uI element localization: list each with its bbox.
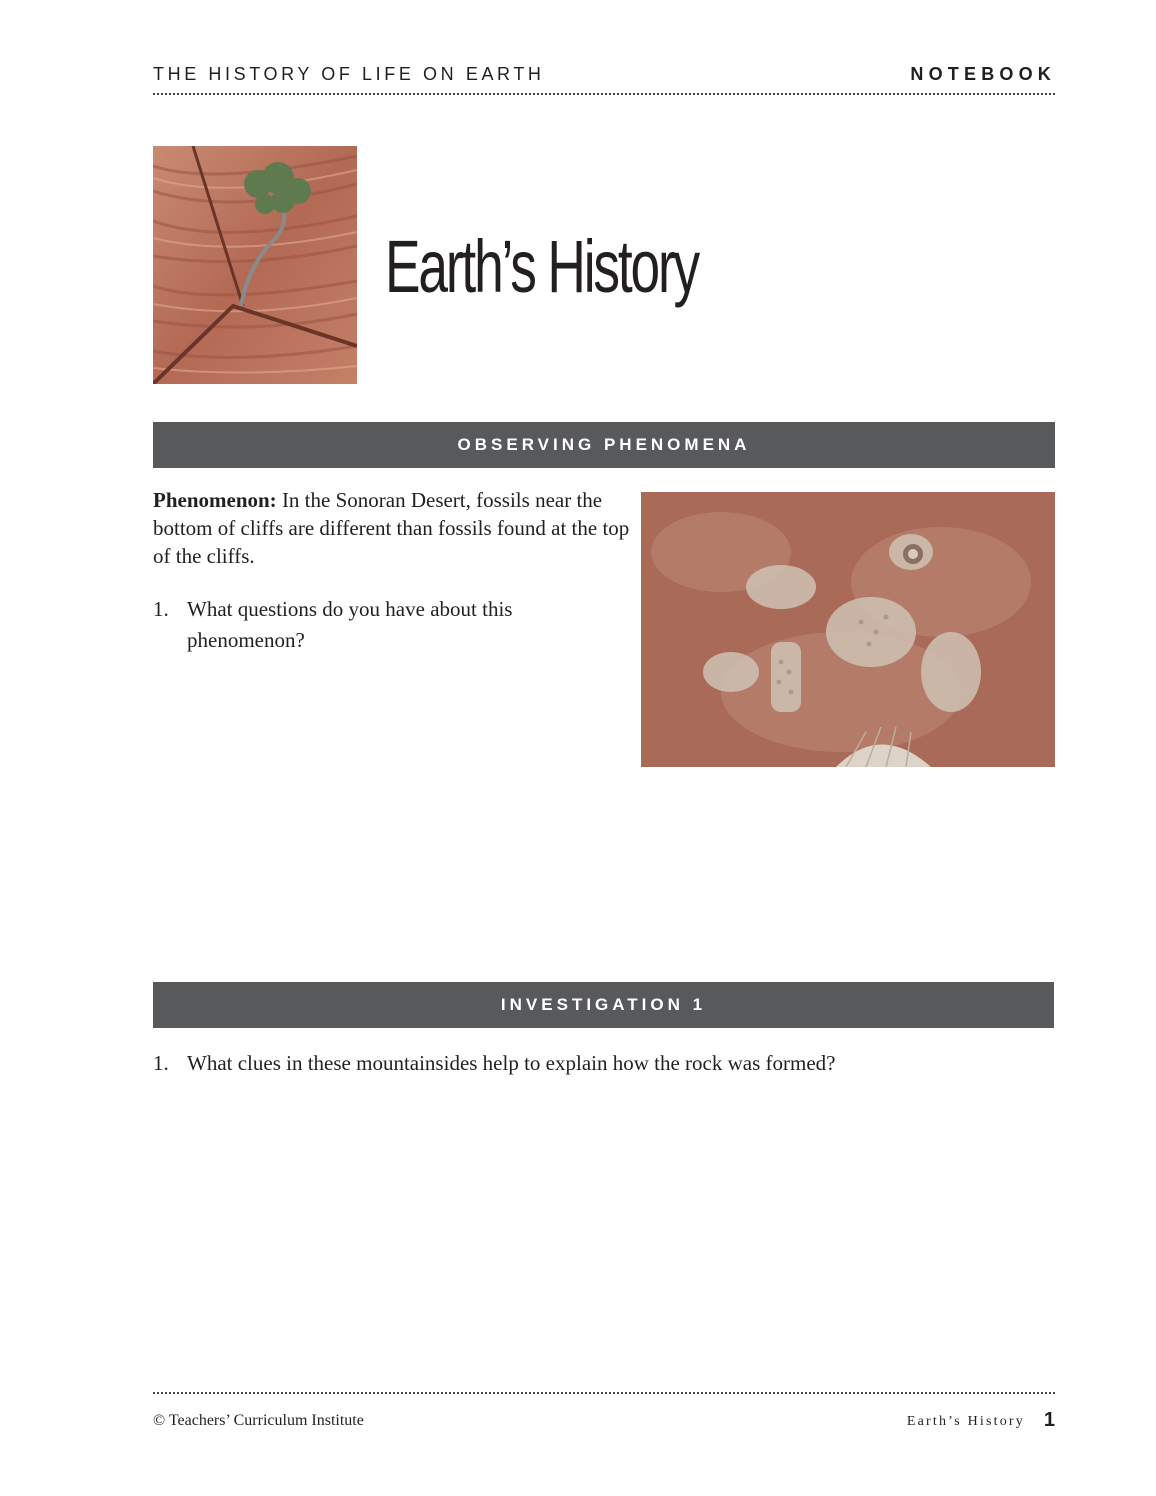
running-header-notebook: NOTEBOOK [910,64,1056,84]
footer-divider [153,1392,1055,1394]
header-divider [153,93,1055,95]
phenomenon-paragraph [153,486,631,570]
section-bar-investigation: INVESTIGATION 1 [153,982,1054,1028]
page-number: 1 [1043,1409,1055,1431]
footer-chapter-title: Earth’s History [906,1414,1025,1429]
section-bar-observing: OBSERVING PHENOMENA [153,422,1055,468]
question-number: 1. [153,1051,169,1075]
phenomenon-text: In the Sonoran Desert, fossils near the bottom of cliffs are different than fossils found at the top of the cliffs. [153,488,630,568]
observing-question [153,594,623,664]
question-number: 1. [153,597,169,621]
phenomenon-label: Phenomenon: [153,488,277,512]
question-text: What questions do you have about this phenomenon? [187,597,513,652]
running-header-title: THE HISTORY OF LIFE ON EARTH [153,64,545,84]
page-title: Earth’s History [385,225,699,308]
fossil-rock-photo [641,492,1055,767]
investigation-question [153,1048,1053,1082]
question-text: What clues in these mountainsides help to explain how the rock was formed? [187,1051,836,1075]
copyright-text: © Teachers’ Curriculum Institute [153,1412,364,1429]
sandstone-tree-photo [153,146,357,384]
